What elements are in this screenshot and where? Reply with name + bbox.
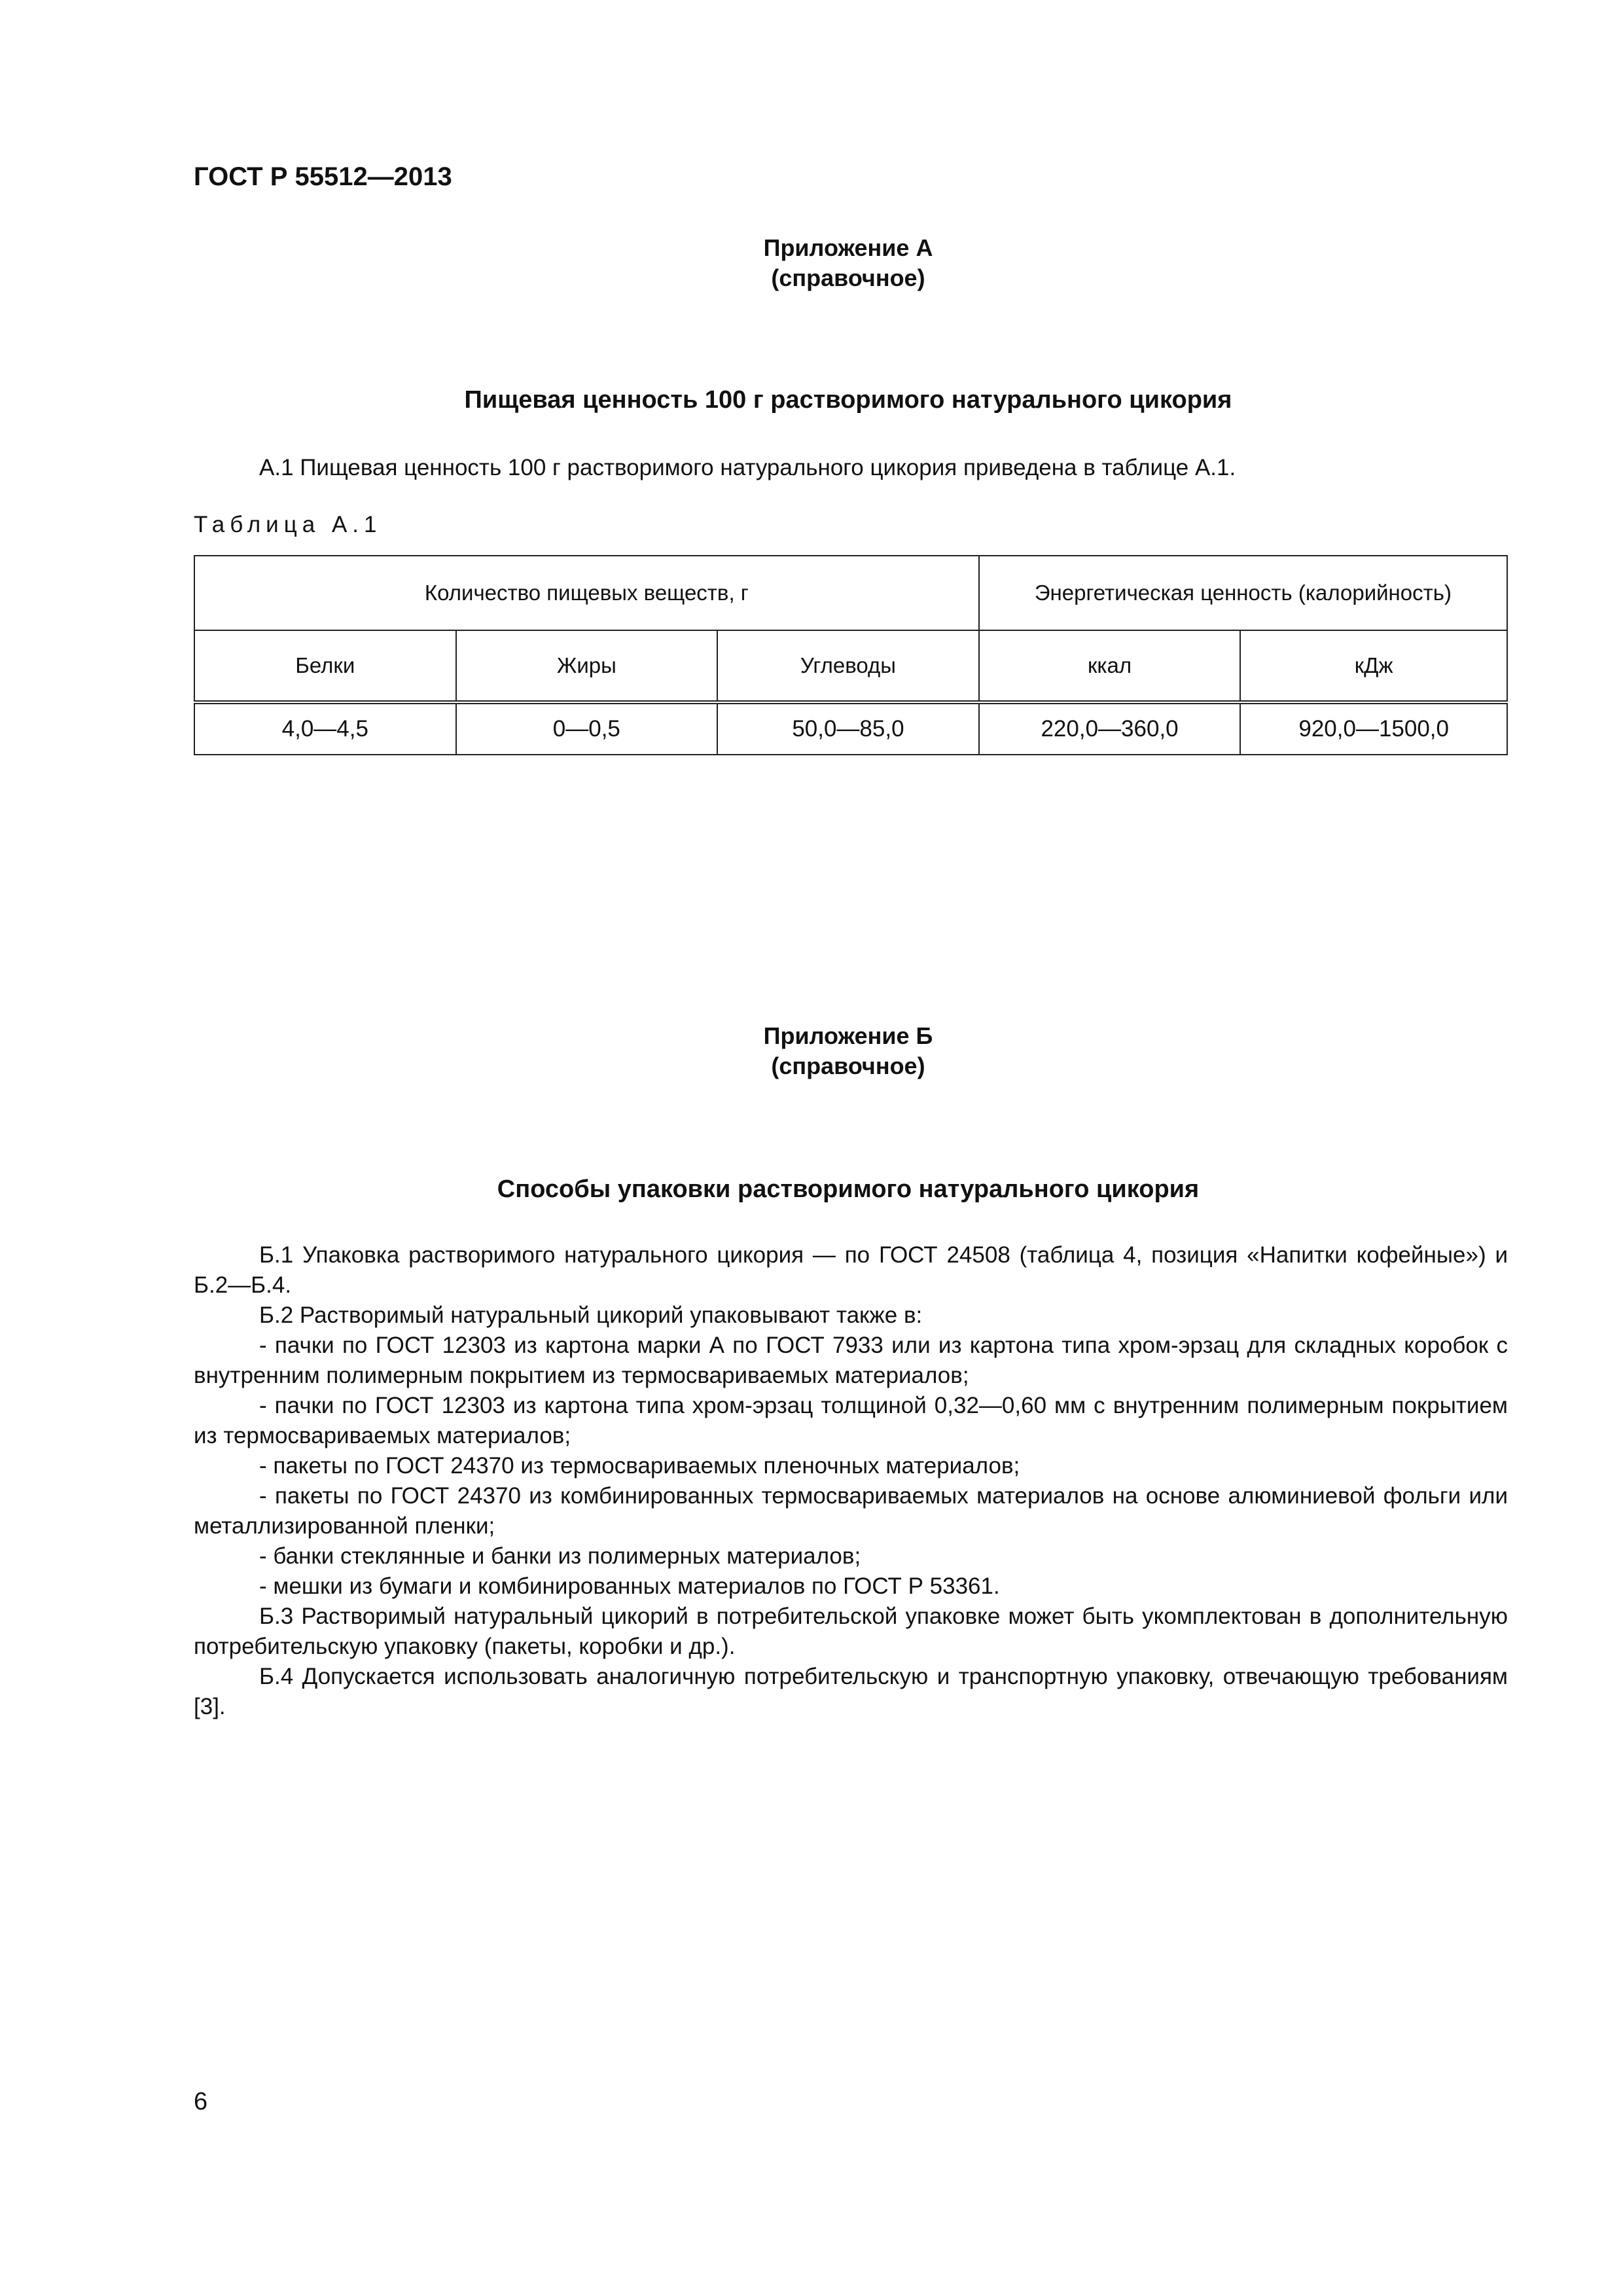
table-row — [194, 702, 1507, 755]
appendix-a-heading: Пищевая ценность 100 г растворимого натурального цикория — [464, 386, 1232, 414]
document-code: ГОСТ Р 55512—2013 — [194, 162, 452, 191]
table-group-header-row — [194, 556, 1507, 630]
table-header-protein: Белки — [194, 630, 456, 702]
list-item: - пачки по ГОСТ 12303 из картона марки А по ГОСТ 7933 или из картона типа хром-эрзац для складных коробок с внутренним полимерным покрытием из термосвариваемых материалов; — [194, 1333, 1508, 1388]
paragraph-b4: Б.4 Допускается использовать аналогичную потребительскую и транспортную упаковку, отвечающую требованиям [3]. — [194, 1664, 1508, 1719]
table-cell-carbs: 50,0—85,0 — [717, 702, 979, 755]
appendix-a-label: Приложение А — [763, 234, 933, 261]
appendix-a-subtitle: (справочное) — [771, 264, 925, 291]
table-group-header-nutrients: Количество пищевых веществ, г — [194, 556, 979, 630]
appendix-b-heading: Способы упаковки растворимого натурального цикория — [497, 1175, 1200, 1203]
appendix-b-title — [194, 1021, 1503, 1081]
list-item: - мешки из бумаги и комбинированных материалов по ГОСТ Р 53361. — [259, 1573, 1000, 1599]
table-cell-kj: 920,0—1500,0 — [1240, 702, 1507, 755]
table-label: Таблица А.1 — [194, 512, 382, 537]
paragraph-b1: Б.1 Упаковка растворимого натурального цикория — по ГОСТ 24508 (таблица 4, позиция «Напитки кофейные») и Б.2—Б.4. — [194, 1242, 1508, 1298]
list-item: - пачки по ГОСТ 12303 из картона типа хром-эрзац толщиной 0,32—0,60 мм с внутренним полимерным покрытием из термосвариваемых материалов; — [194, 1393, 1508, 1448]
table-header-kcal: ккал — [979, 630, 1241, 702]
paragraph-b3: Б.3 Растворимый натуральный цикорий в потребительской упаковке может быть укомплектован в дополнительную потребительскую упаковку (пакеты, коробки и др.). — [194, 1604, 1508, 1659]
appendix-b-label: Приложение Б — [763, 1022, 933, 1049]
table-cell-fat: 0—0,5 — [456, 702, 718, 755]
appendix-b-subtitle: (справочное) — [771, 1052, 925, 1079]
table-header-carbs: Углеводы — [717, 630, 979, 702]
list-item: - банки стеклянные и банки из полимерных материалов; — [259, 1543, 861, 1569]
table-group-header-energy: Энергетическая ценность (калорийность) — [979, 556, 1507, 630]
appendix-a-paragraph: А.1 Пищевая ценность 100 г растворимого натурального цикория приведена в таблице А.1. — [259, 455, 1236, 480]
table-header-fat: Жиры — [456, 630, 718, 702]
nutrition-table — [194, 555, 1508, 755]
paragraph-b2: Б.2 Растворимый натуральный цикорий упаковывают также в: — [259, 1302, 923, 1328]
appendix-a-title — [194, 233, 1503, 293]
list-item: - пакеты по ГОСТ 24370 из комбинированных термосвариваемых материалов на основе алюминиевой фольги или металлизированной пленки; — [194, 1483, 1508, 1539]
table-header-kj: кДж — [1240, 630, 1507, 702]
table-cell-kcal: 220,0—360,0 — [979, 702, 1241, 755]
table-cell-protein: 4,0—4,5 — [194, 702, 456, 755]
appendix-b-body — [194, 1240, 1508, 1722]
table-header-row — [194, 630, 1507, 702]
page-number: 6 — [194, 2088, 208, 2115]
list-item: - пакеты по ГОСТ 24370 из термосвариваемых пленочных материалов; — [259, 1453, 1020, 1479]
